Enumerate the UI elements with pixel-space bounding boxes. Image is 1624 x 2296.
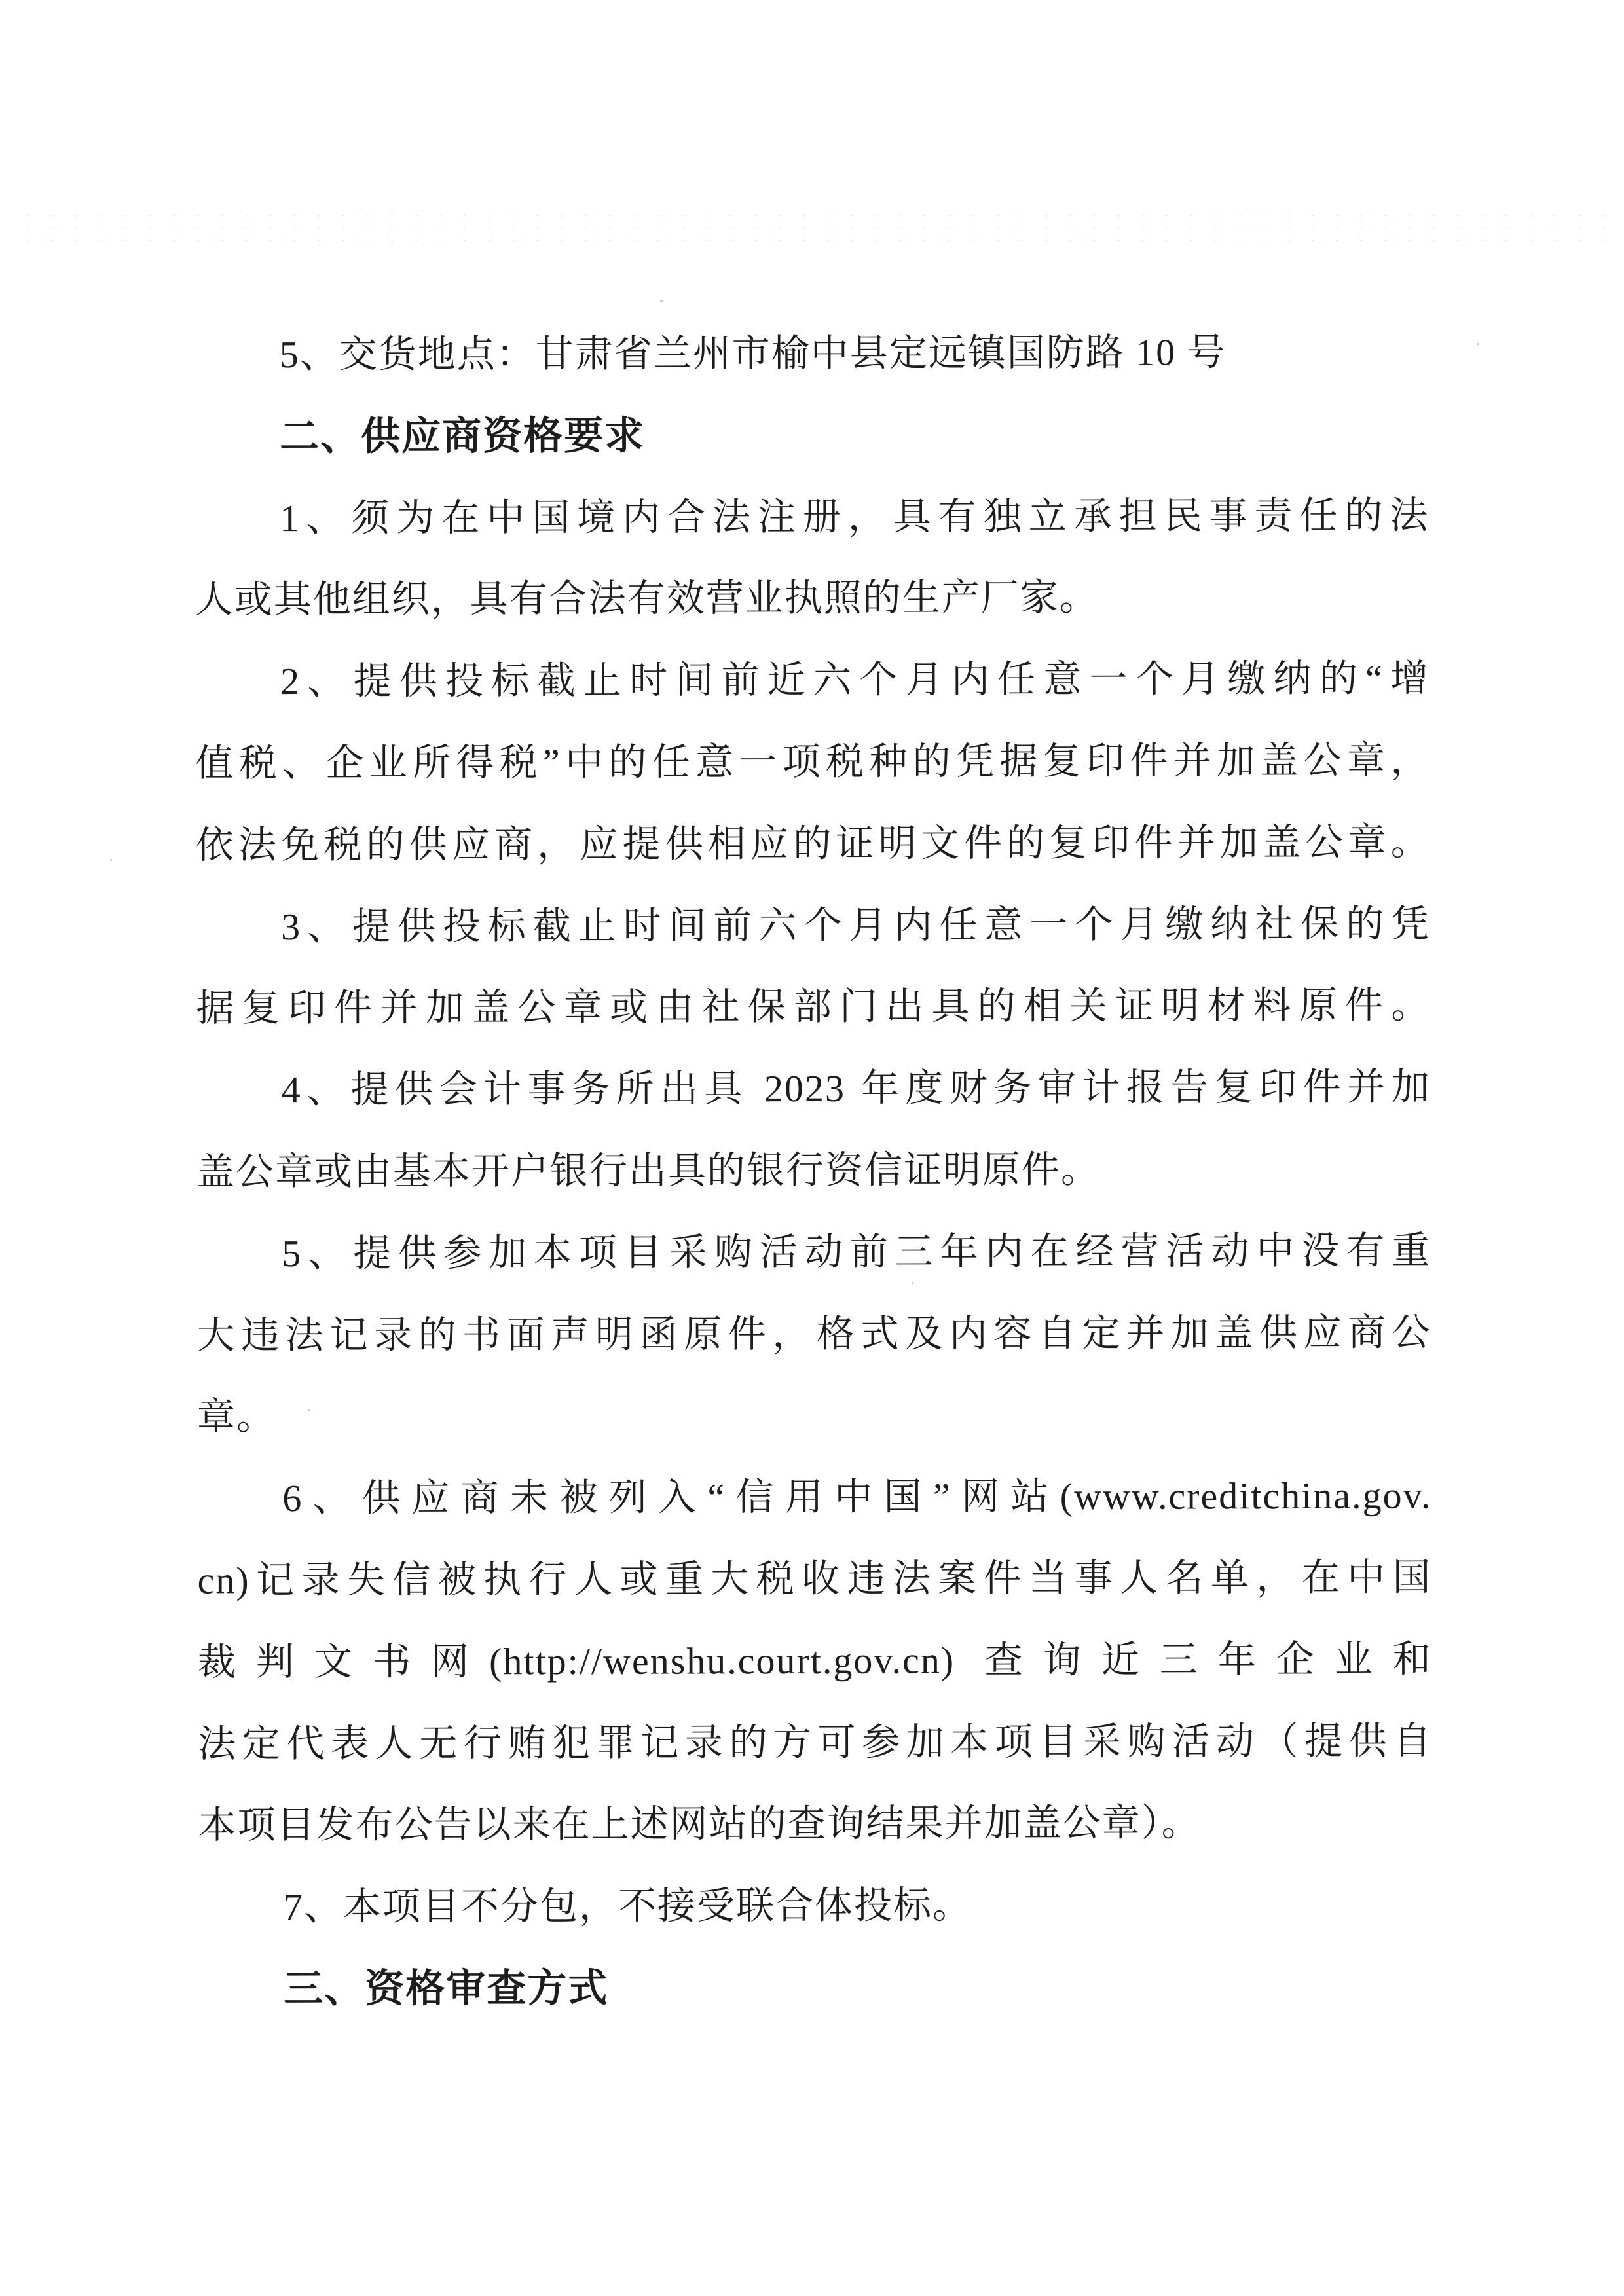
req5-line2: 大违法记录的书面声明函原件，格式及内容自定并加盖供应商公 (196, 1311, 1431, 1357)
scan-speck (110, 859, 112, 861)
req2-line2: 值税、企业所得税”中的任意一项税种的凭据复印件并加盖公章， (195, 738, 1430, 785)
req4-line2: 盖公章或由基本开户银行出具的银行资信证明原件。 (196, 1148, 1101, 1194)
req3-line1: 3、提供投标截止时间前六个月内任意一个月缴纳社保的凭 (280, 902, 1431, 948)
req3-line2: 据复印件并加盖公章或由社保部门出具的相关证明材料原件。 (196, 983, 1431, 1030)
req6-line3: 裁判文书网(http://wenshu.court.gov.cn) 查询近三年企业和 (197, 1637, 1433, 1684)
req6-line2: cn)记录失信被执行人或重大税收违法案件当事人名单，在中国 (197, 1556, 1432, 1602)
req2-line1: 2、提供投标截止时间前近六个月内任意一个月缴纳的“增 (280, 657, 1430, 703)
req2-line3: 依法免税的供应商，应提供相应的证明文件的复印件并加盖公章。 (195, 820, 1430, 867)
heading-section2-supplier-qualifications: 二、供应商资格要求 (279, 413, 646, 458)
req7-no-consortium: 7、本项目不分包，不接受联合体投标。 (283, 1884, 972, 1929)
heading-section3-qualification-review-method: 三、资格审查方式 (284, 1965, 609, 2011)
req4-line1: 4、提供会计事务所出具 2023 年度财务审计报告复印件并加 (281, 1065, 1431, 1112)
req1-line1: 1、须为在中国境内合法注册，具有独立承担民事责任的法 (280, 494, 1430, 539)
req6-line5: 本项目发布公告以来在上述网站的查询结果并加盖公章）。 (198, 1801, 1201, 1847)
scan-speck (1477, 343, 1479, 345)
req5-line1: 5、提供参加本项目采购活动前三年内在经营活动中没有重 (282, 1229, 1431, 1275)
scan-speck (660, 300, 663, 302)
req6-line1: 6、供应商未被列入“信用中国”网站(www.creditchina.gov. (282, 1474, 1432, 1520)
req6-line4: 法定代表人无行贿犯罪记录的方可参加本项目采购活动（提供自 (198, 1719, 1433, 1766)
scan-noise-band (16, 210, 1608, 247)
document-body (194, 312, 1433, 2031)
req5-line3: 章。 (196, 1395, 276, 1438)
item5-delivery-location: 5、交货地点：甘肃省兰州市榆中县定远镇国防路 10 号 (279, 331, 1227, 376)
req1-line2: 人或其他组织，具有合法有效营业执照的生产厂家。 (194, 576, 1099, 621)
